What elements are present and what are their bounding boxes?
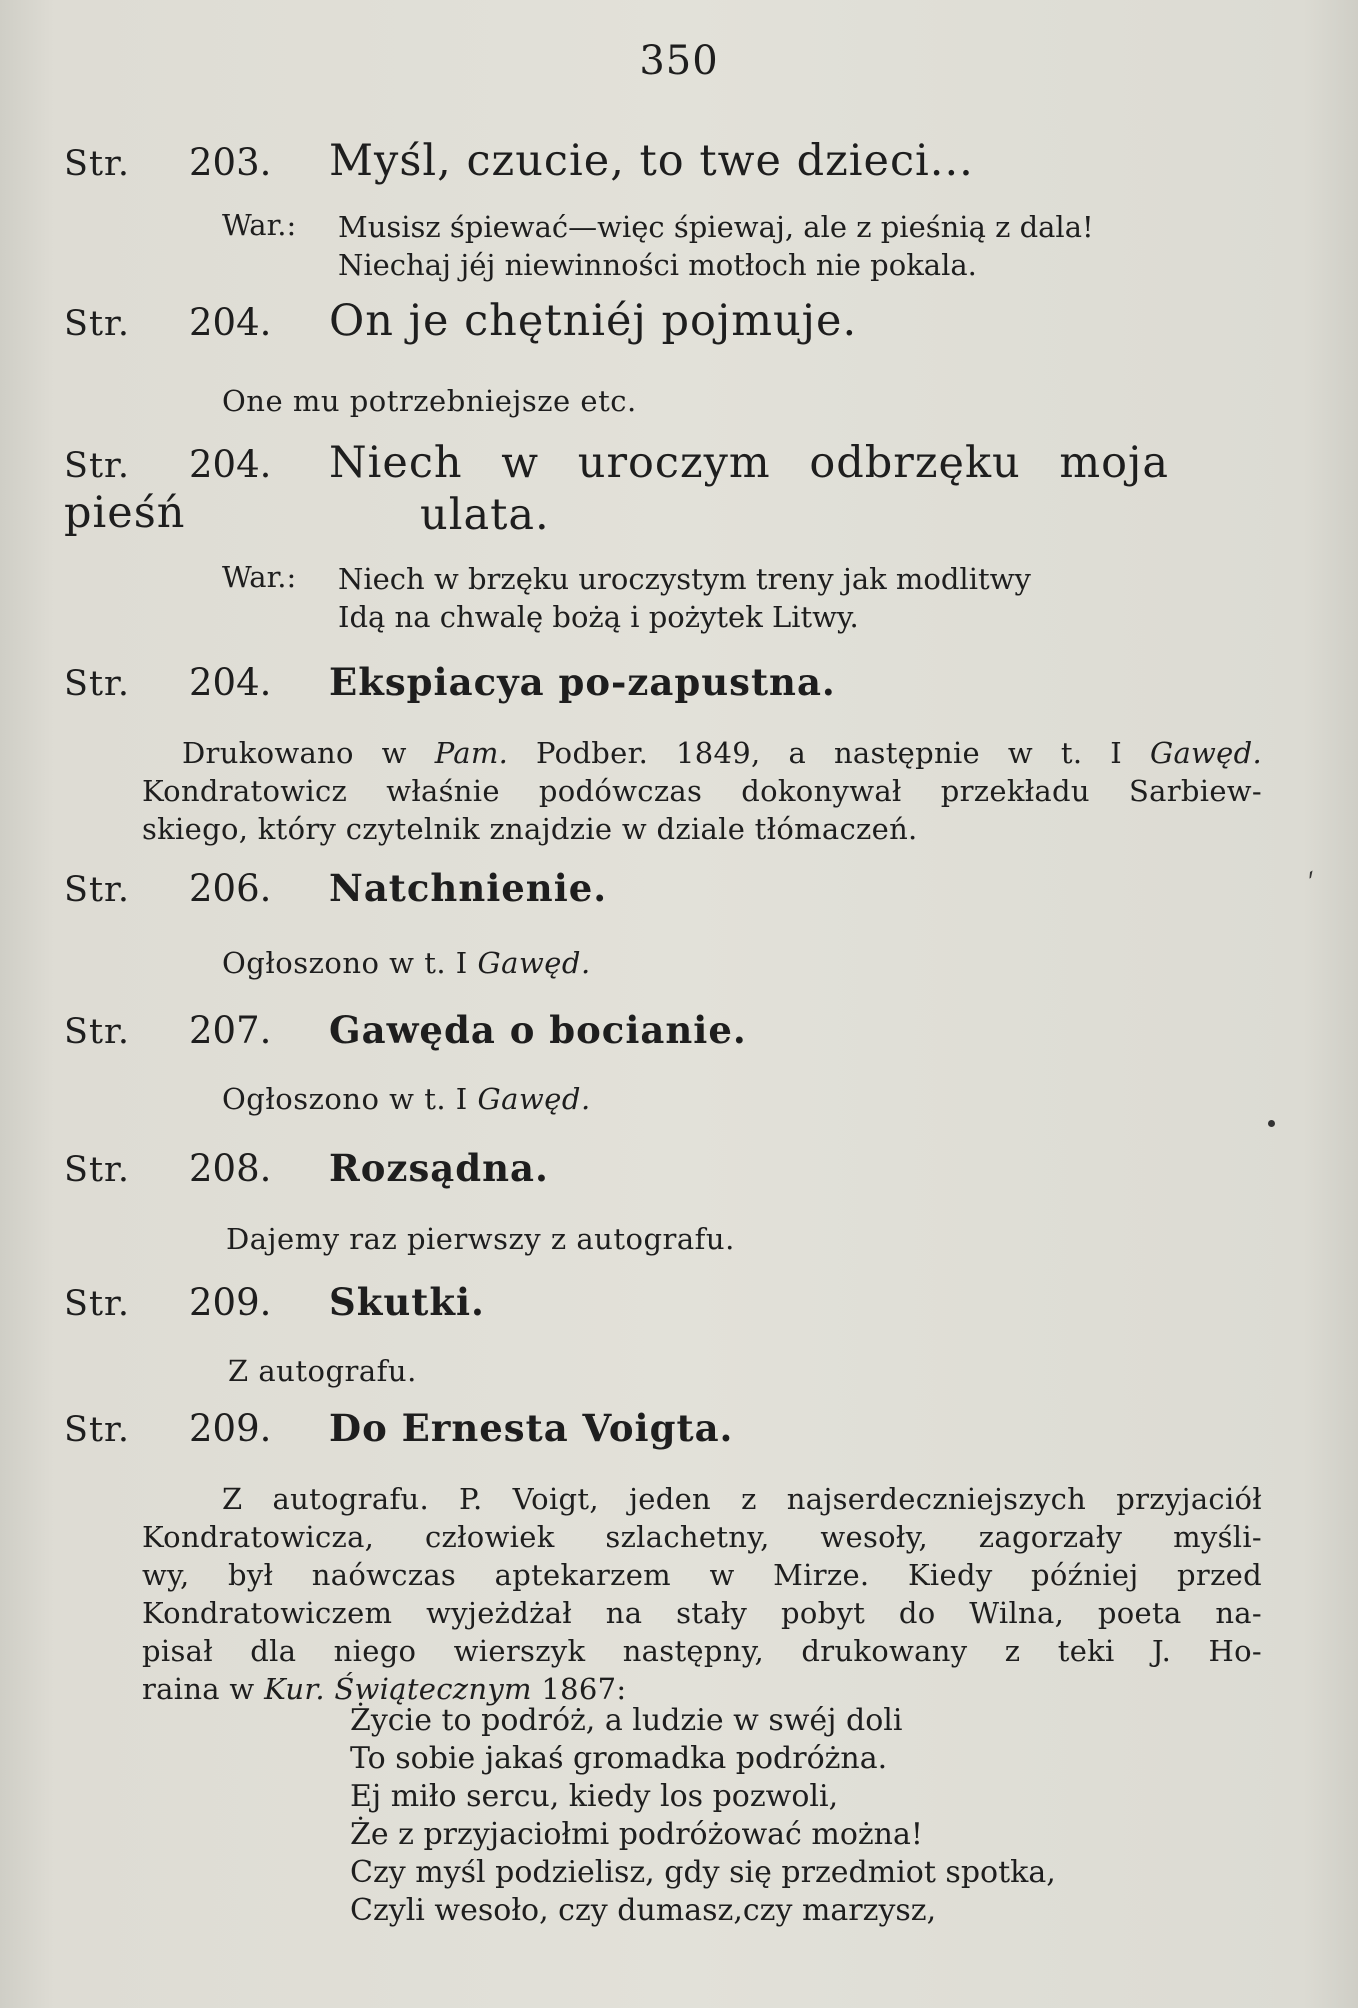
variant-line: Idą na chwalę bożą i pożytek Litwy. bbox=[338, 600, 859, 634]
entry-203 bbox=[64, 136, 1304, 186]
entry-title-continuation: ulata. bbox=[420, 490, 550, 540]
entry-note bbox=[222, 944, 591, 982]
variant-line: Musisz śpiewać—więc śpiewaj, ale z pieśnią z dala! bbox=[338, 210, 1094, 244]
variant-label: War.: bbox=[222, 560, 297, 594]
note-italic: Gawęd. bbox=[477, 946, 591, 980]
poem-line: Czyli wesoło, czy dumasz,czy marzysz, bbox=[350, 1893, 937, 1928]
entry-page-number: 208. bbox=[189, 1147, 272, 1190]
entry-label: Str. bbox=[64, 446, 131, 486]
entry-page-number: 209. bbox=[189, 1281, 272, 1324]
entry-204-b bbox=[64, 438, 1304, 538]
page-number: 350 bbox=[639, 38, 719, 84]
para-line: skiego, który czytelnik znajdzie w dziale tłómaczeń. bbox=[142, 812, 918, 846]
entry-208 bbox=[64, 1146, 1304, 1190]
entry-paragraph bbox=[142, 1480, 1262, 1708]
para-text: raina w bbox=[142, 1672, 265, 1706]
poem-line: Życie to podróż, a ludzie w swéj doli bbox=[350, 1703, 903, 1738]
para-italic: Pam. bbox=[434, 736, 509, 770]
para-line: Kondratowicz właśnie podówczas dokonywał przekładu Sarbiew- bbox=[142, 774, 1262, 808]
entry-label: Str. bbox=[64, 304, 131, 344]
variant-text bbox=[338, 208, 1094, 284]
entry-page-number: 209. bbox=[189, 1407, 272, 1450]
poem-line: Że z przyjaciołmi podróżować można! bbox=[350, 1817, 923, 1852]
entry-page-number: 203. bbox=[189, 141, 272, 184]
stray-mark: ˊ bbox=[1300, 866, 1331, 905]
entry-title: Do Ernesta Voigta. bbox=[329, 1406, 734, 1450]
entry-207 bbox=[64, 1008, 1304, 1052]
entry-title: Skutki. bbox=[329, 1280, 485, 1324]
entry-page-number: 204. bbox=[189, 301, 272, 344]
note-text: Ogłoszono w t. I bbox=[222, 1082, 478, 1116]
variant-line: Niech w brzęku uroczystym treny jak modlitwy bbox=[338, 562, 1031, 596]
entry-page-number: 204. bbox=[189, 661, 272, 704]
para-text: Podber. 1849, a następnie w t. I bbox=[508, 736, 1150, 770]
entry-label: Str. bbox=[64, 1284, 131, 1324]
para-line: wy, był naówczas aptekarzem w Mirze. Kiedy później przed bbox=[142, 1558, 1262, 1592]
entry-title: On je chętniéj pojmuje. bbox=[329, 296, 858, 346]
entry-204-c bbox=[64, 660, 1304, 704]
variant-text bbox=[338, 560, 1031, 636]
entry-label: Str. bbox=[64, 1150, 131, 1190]
poem-line: Czy myśl podzielisz, gdy się przedmiot spotka, bbox=[350, 1855, 1056, 1890]
entry-204-a bbox=[64, 296, 1304, 346]
entry-title: Myśl, czucie, to twe dzieci... bbox=[329, 136, 974, 186]
entry-note: Z autografu. bbox=[228, 1354, 417, 1388]
para-text: Drukowano w bbox=[182, 736, 435, 770]
entry-page-number: 206. bbox=[189, 867, 272, 910]
para-italic: Gawęd. bbox=[1149, 736, 1263, 770]
entry-note: One mu potrzebniejsze etc. bbox=[222, 384, 637, 418]
note-text: Ogłoszono w t. I bbox=[222, 946, 478, 980]
entry-title: Ekspiacya po-zapustna. bbox=[329, 660, 836, 704]
entry-title: Niech w uroczym odbrzęku moja pieśń bbox=[64, 438, 1170, 538]
entry-title: Natchnienie. bbox=[329, 866, 608, 910]
entry-note bbox=[222, 1080, 591, 1118]
entry-page-number: 204. bbox=[189, 443, 272, 486]
note-italic: Gawęd. bbox=[477, 1082, 591, 1116]
entry-title: Gawęda o bocianie. bbox=[329, 1008, 747, 1052]
entry-label: Str. bbox=[64, 1012, 131, 1052]
para-line: Kondratowiczem wyjeżdżał na stały pobyt do Wilna, poeta na- bbox=[142, 1596, 1262, 1630]
entry-page-number: 207. bbox=[189, 1009, 272, 1052]
entry-label: Str. bbox=[64, 870, 131, 910]
entry-label: Str. bbox=[64, 1410, 131, 1450]
entry-209-a bbox=[64, 1280, 1304, 1324]
entry-206 bbox=[64, 866, 1304, 910]
para-line: Z autografu. P. Voigt, jeden z najserdeczniejszych przyjaciół bbox=[222, 1482, 1262, 1516]
entry-title: Rozsądna. bbox=[329, 1146, 549, 1190]
para-text: 1867: bbox=[531, 1672, 627, 1706]
entry-label: Str. bbox=[64, 144, 131, 184]
para-italic: Kur. Świątecznym bbox=[264, 1672, 532, 1706]
variant-line: Niechaj jéj niewinności motłoch nie pokala. bbox=[338, 248, 977, 282]
entry-note: Dajemy raz pierwszy z autografu. bbox=[226, 1222, 735, 1256]
entry-paragraph bbox=[142, 734, 1263, 848]
entry-209-b bbox=[64, 1406, 1304, 1450]
entry-label: Str. bbox=[64, 664, 131, 704]
poem bbox=[350, 1702, 1056, 1930]
para-line: pisał dla niego wierszyk następny, drukowany z teki J. Ho- bbox=[142, 1634, 1262, 1668]
variant-label: War.: bbox=[222, 208, 297, 242]
stray-dot bbox=[1268, 1120, 1275, 1127]
poem-line: Ej miło sercu, kiedy los pozwoli, bbox=[350, 1779, 839, 1814]
poem-line: To sobie jakaś gromadka podróżna. bbox=[350, 1741, 888, 1776]
para-line: Kondratowicza, człowiek szlachetny, wesoły, zagorzały myśli- bbox=[142, 1520, 1262, 1554]
